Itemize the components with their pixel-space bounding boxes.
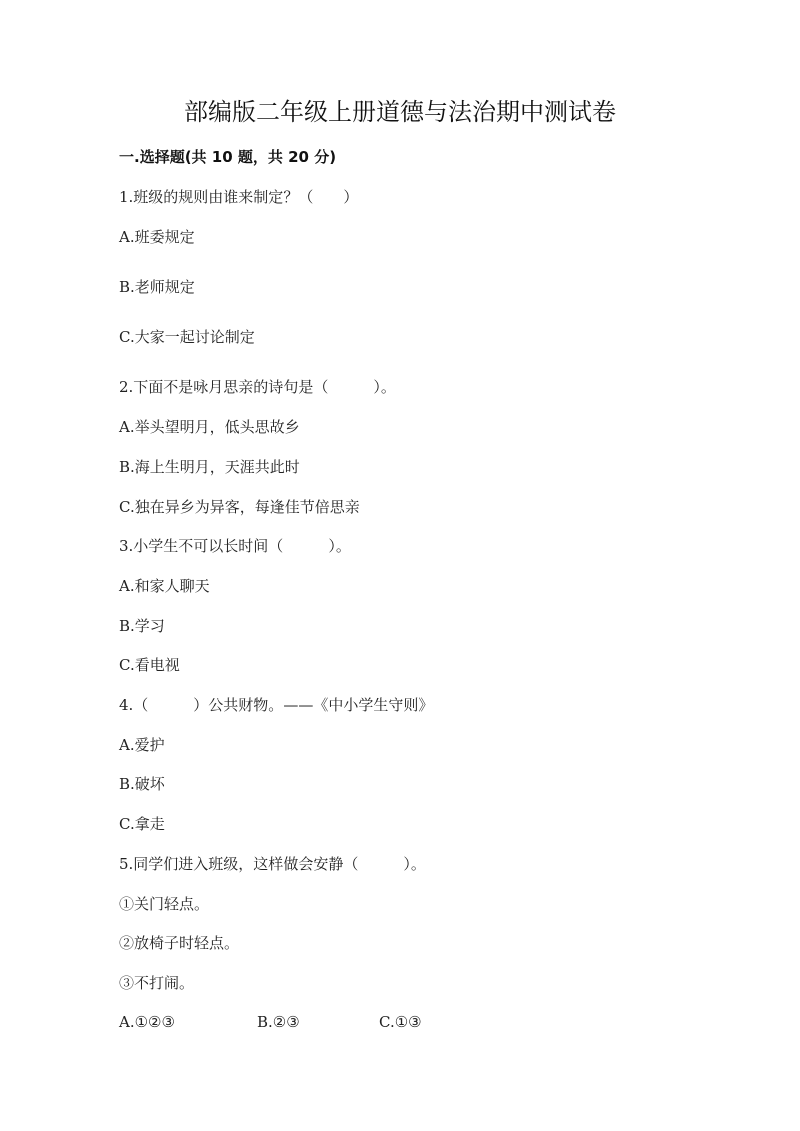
question-4-stem: 4.（ ）公共财物。——《中小学生守则》 <box>119 696 434 714</box>
question-5-statement-3: ③不打闹。 <box>119 974 195 992</box>
question-5-stem: 5.同学们进入班级，这样做会安静（ ）。 <box>119 855 426 873</box>
question-2-stem: 2.下面不是咏月思亲的诗句是（ ）。 <box>119 378 396 396</box>
question-3-stem: 3.小学生不可以长时间（ ）。 <box>119 537 351 555</box>
question-5-statement-2: ②放椅子时轻点。 <box>119 934 240 952</box>
question-2-option-c: C.独在异乡为异客，每逢佳节倍思亲 <box>119 498 360 516</box>
page-title: 部编版二年级上册道德与法治期中测试卷 <box>184 98 616 126</box>
question-5-option-a: A.①②③ <box>119 1013 175 1031</box>
question-2-option-a: A.举头望明月，低头思故乡 <box>119 418 300 436</box>
question-3-option-a: A.和家人聊天 <box>119 577 210 595</box>
question-1-option-b: B.老师规定 <box>119 278 195 296</box>
section-heading: 一.选择题(共 10 题，共 20 分) <box>119 148 337 166</box>
question-3-option-c: C.看电视 <box>119 656 180 674</box>
question-4-option-b: B.破坏 <box>119 775 165 793</box>
question-4-option-c: C.拿走 <box>119 815 165 833</box>
question-5-option-c: C.①③ <box>379 1013 422 1031</box>
question-5-options-row <box>119 1012 519 1032</box>
question-1-option-c: C.大家一起讨论制定 <box>119 328 255 346</box>
question-2-option-b: B.海上生明月，天涯共此时 <box>119 458 300 476</box>
question-3-option-b: B.学习 <box>119 617 165 635</box>
question-4-option-a: A.爱护 <box>119 736 165 754</box>
question-5-statement-1: ①关门轻点。 <box>119 895 210 913</box>
question-1-option-a: A.班委规定 <box>119 228 195 246</box>
question-5-option-b: B.②③ <box>257 1013 300 1031</box>
question-1-stem: 1.班级的规则由谁来制定？（ ） <box>119 188 359 206</box>
